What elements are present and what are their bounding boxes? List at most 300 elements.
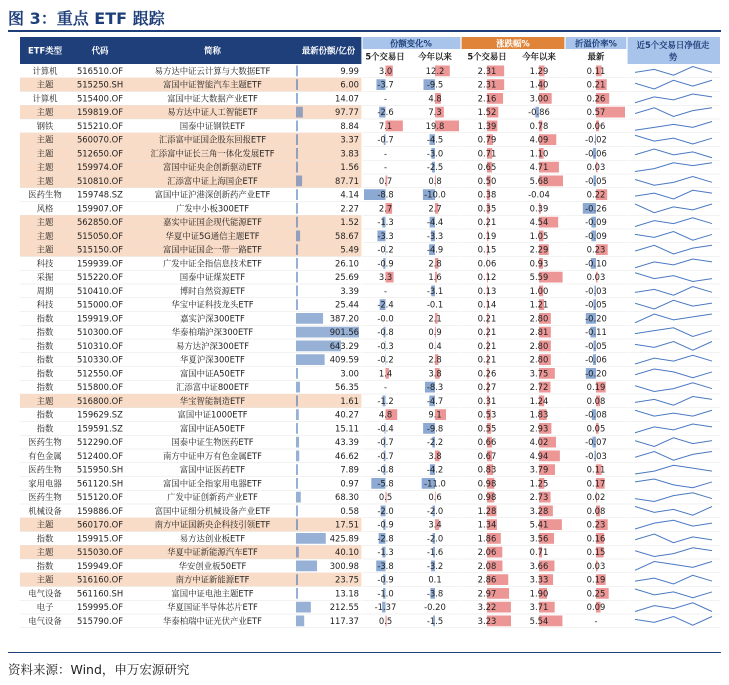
cell-return-ytd: 0.93 xyxy=(529,258,549,269)
cell-type: 医药生物 xyxy=(28,437,62,448)
cell-return-5d: 0.21 xyxy=(477,313,497,324)
cell-name: 华安创业板50ETF xyxy=(178,560,247,571)
trend-sparkline xyxy=(635,410,712,416)
cell-name: 富国中证细分机械设备产业ETF xyxy=(154,505,271,516)
cell-code: 159748.SZ xyxy=(77,189,123,200)
cell-code: 510330.OF xyxy=(76,354,124,365)
cell-share-change-5d: -1.2 xyxy=(377,395,394,406)
cell-share-change-5d: - xyxy=(383,285,388,296)
cell-type: 主题 xyxy=(36,107,54,118)
cell-type: 指数 xyxy=(36,313,54,324)
shares-bar xyxy=(296,396,298,407)
cell-code: 512550.OF xyxy=(76,368,124,379)
cell-share-change-ytd: -3.2 xyxy=(426,560,444,571)
cell-return-5d: 2.31 xyxy=(477,79,497,90)
cell-share-change-5d: -0.2 xyxy=(377,354,394,365)
cell-code: 159949.OF xyxy=(76,560,124,571)
cell-type: 指数 xyxy=(36,340,54,351)
shares-bar xyxy=(296,286,298,297)
cell-return-ytd: 2.72 xyxy=(529,382,549,393)
trend-sparkline xyxy=(635,122,712,131)
cell-type: 电气设备 xyxy=(28,615,62,626)
cell-share-change-5d: 4.8 xyxy=(378,409,393,420)
cell-code: 159939.OF xyxy=(76,258,124,269)
cell-type: 指数 xyxy=(36,423,54,434)
cell-premium: 0.11 xyxy=(586,464,606,475)
cell-return-5d: 0.66 xyxy=(477,437,497,448)
cell-type: 机械设备 xyxy=(28,505,62,516)
cell-return-5d: 0.19 xyxy=(477,230,497,241)
cell-return-ytd: 3.79 xyxy=(529,464,549,475)
cell-type: 主题 xyxy=(36,175,54,186)
cell-return-ytd: 3.00 xyxy=(529,93,549,104)
cell-share-change-ytd: -3.0 xyxy=(426,148,444,159)
cell-return-5d: 0.65 xyxy=(477,162,497,173)
cell-premium: -0.10 xyxy=(585,258,607,269)
cell-name: 广发中证创新药产业ETF xyxy=(167,492,258,503)
cell-share-change-ytd: -4.5 xyxy=(426,134,444,145)
cell-shares: 25.44 xyxy=(335,299,359,310)
cell-return-5d: 0.27 xyxy=(477,382,497,393)
cell-return-5d: 0.21 xyxy=(477,327,497,338)
cell-premium: 0.25 xyxy=(586,588,606,599)
cell-return-5d: 0.50 xyxy=(477,175,497,186)
trend-sparkline xyxy=(635,135,712,144)
cell-return-5d: 2.16 xyxy=(477,93,497,104)
cell-premium: -0.03 xyxy=(585,285,607,296)
cell-share-change-5d: -0.9 xyxy=(377,519,394,530)
cell-shares: 425.89 xyxy=(329,533,359,544)
cell-premium: 0.08 xyxy=(586,505,606,516)
cell-premium: -0.09 xyxy=(585,230,607,241)
cell-name: 华泰柏瑞沪深300ETF xyxy=(171,327,254,338)
cell-type: 主题 xyxy=(36,395,54,406)
cell-return-ytd: -0.04 xyxy=(528,189,550,200)
cell-code: 159995.OF xyxy=(76,602,124,613)
cell-return-5d: 0.21 xyxy=(477,217,497,228)
cell-return-ytd: 5.41 xyxy=(529,519,549,530)
shares-bar xyxy=(296,382,300,393)
trend-sparkline xyxy=(635,493,712,502)
cell-name: 华泰柏瑞中证光伏产业ETF xyxy=(163,615,262,626)
cell-premium: 0.03 xyxy=(586,272,606,283)
source-note: 资料来源：Wind，申万宏源研究 xyxy=(8,662,190,677)
cell-return-ytd: 0.71 xyxy=(529,547,549,558)
trend-sparkline xyxy=(635,342,712,351)
cell-shares: 387.20 xyxy=(329,313,359,324)
cell-code: 561120.SH xyxy=(76,478,124,489)
cell-share-change-5d: -0.8 xyxy=(377,327,394,338)
header-trend-line1: 近5个交易日净值走 xyxy=(636,40,710,50)
header-share-change: 份额变化% xyxy=(390,38,432,49)
cell-premium: 0.08 xyxy=(586,395,606,406)
cell-return-5d: 0.53 xyxy=(477,409,497,420)
cell-premium: -0.05 xyxy=(585,299,607,310)
cell-share-change-5d: - xyxy=(383,382,388,393)
cell-name: 嘉实中证国企现代能源ETF xyxy=(163,217,262,228)
cell-premium: -0.02 xyxy=(585,134,607,145)
cell-return-5d: 0.15 xyxy=(477,244,497,255)
cell-share-change-5d: -2.8 xyxy=(377,533,394,544)
cell-return-5d: 1.34 xyxy=(477,519,497,530)
cell-premium: 0.03 xyxy=(586,560,606,571)
cell-share-change-5d: - xyxy=(383,148,388,159)
shares-bar xyxy=(296,79,298,90)
cell-return-ytd: 1.10 xyxy=(529,148,549,159)
cell-shares: 3.83 xyxy=(340,148,359,159)
cell-type: 风格 xyxy=(36,203,54,214)
cell-code: 159819.OF xyxy=(76,107,124,118)
cell-share-change-5d: -8.8 xyxy=(377,189,394,200)
cell-return-ytd: 2.81 xyxy=(529,327,549,338)
cell-share-change-ytd: 3.8 xyxy=(428,368,442,379)
cell-share-change-5d: 1.4 xyxy=(378,368,393,379)
trend-sparkline xyxy=(635,520,712,529)
cell-code: 515790.OF xyxy=(76,615,124,626)
cell-share-change-5d: -1.37 xyxy=(374,602,397,613)
cell-share-change-ytd: -3.3 xyxy=(426,230,444,241)
cell-premium: -0.03 xyxy=(585,450,607,461)
cell-share-change-5d: 7.1 xyxy=(378,120,393,131)
cell-share-change-ytd: 0.9 xyxy=(428,327,442,338)
cell-premium: 0.57 xyxy=(586,107,606,118)
header-shares: 最新份额/亿份 xyxy=(301,45,356,56)
cell-name: 富国中证1000ETF xyxy=(177,409,248,420)
cell-code: 159915.OF xyxy=(76,533,124,544)
cell-name: 富国中证全指家用电器ETF xyxy=(163,478,262,489)
cell-code: 159974.OF xyxy=(76,162,124,173)
cell-code: 512400.OF xyxy=(76,450,124,461)
cell-shares: 58.67 xyxy=(335,230,359,241)
cell-code: 510300.OF xyxy=(76,327,124,338)
cell-shares: 56.35 xyxy=(335,382,359,393)
cell-type: 主题 xyxy=(36,162,54,173)
cell-return-5d: 0.14 xyxy=(477,299,497,310)
trend-sparkline xyxy=(635,452,712,461)
cell-return-5d: 0.21 xyxy=(477,354,497,365)
cell-name: 富国中证智能汽车主题ETF xyxy=(163,79,262,90)
cell-shares: 40.10 xyxy=(335,547,359,558)
shares-bar xyxy=(296,162,298,173)
cell-type: 计算机 xyxy=(32,65,58,76)
shares-bar xyxy=(296,368,298,379)
cell-premium: 0.05 xyxy=(586,423,606,434)
cell-shares: 46.62 xyxy=(335,450,359,461)
cell-return-5d: 0.38 xyxy=(477,189,497,200)
trend-sparkline xyxy=(635,314,712,323)
cell-type: 主题 xyxy=(36,244,54,255)
cell-return-ytd: 4.94 xyxy=(529,450,549,461)
cell-code: 515050.OF xyxy=(76,230,124,241)
cell-share-change-5d: 0.5 xyxy=(378,615,393,626)
shares-bar xyxy=(296,134,298,145)
cell-shares: 3.39 xyxy=(340,285,359,296)
cell-shares: 6.00 xyxy=(340,79,359,90)
cell-share-change-ytd: -1.6 xyxy=(426,547,444,558)
cell-return-5d: 1.28 xyxy=(477,505,497,516)
trend-sparkline xyxy=(635,94,712,103)
cell-type: 计算机 xyxy=(32,93,58,104)
cell-return-ytd: 1.05 xyxy=(529,230,549,241)
shares-bar xyxy=(296,148,298,159)
cell-return-ytd: 0.39 xyxy=(529,203,549,214)
cell-name: 富国中证大数据产业ETF xyxy=(167,93,258,104)
cell-name: 南方中证国新央企科技引领ETF xyxy=(154,519,271,530)
cell-name: 易方达沪深300ETF xyxy=(175,340,250,351)
cell-name: 华夏中证新能源汽车ETF xyxy=(167,547,258,558)
cell-return-5d: 0.13 xyxy=(477,285,497,296)
trend-sparkline xyxy=(635,617,712,626)
cell-shares: 117.37 xyxy=(329,615,359,626)
cell-type: 主题 xyxy=(36,217,54,228)
cell-type: 周期 xyxy=(36,285,54,296)
cell-code: 159886.OF xyxy=(76,505,124,516)
cell-return-5d: 0.55 xyxy=(477,423,497,434)
cell-name: 华夏国证半导体芯片ETF xyxy=(167,602,258,613)
trend-sparkline xyxy=(635,80,712,89)
shares-bar xyxy=(296,217,298,228)
cell-return-5d: 0.98 xyxy=(477,478,497,489)
cell-code: 159907.OF xyxy=(76,203,124,214)
cell-code: 510810.OF xyxy=(76,175,124,186)
shares-bar xyxy=(296,602,311,613)
cell-return-ytd: 4.54 xyxy=(529,217,549,228)
cell-share-change-5d: - xyxy=(383,93,388,104)
cell-return-5d: 0.79 xyxy=(477,134,497,145)
cell-share-change-5d: - xyxy=(383,162,388,173)
cell-name: 富国中证央企创新驱动ETF xyxy=(163,162,262,173)
cell-shares: 4.14 xyxy=(340,189,359,200)
cell-return-ytd: 3.56 xyxy=(529,533,549,544)
cell-type: 采掘 xyxy=(36,272,54,283)
cell-share-change-ytd: -9.5 xyxy=(426,79,444,90)
cell-name: 博时自然资源ETF xyxy=(179,285,246,296)
cell-type: 主题 xyxy=(36,547,54,558)
cell-return-ytd: 1.40 xyxy=(529,79,549,90)
trend-sparkline xyxy=(635,328,712,337)
footer-rule xyxy=(8,652,721,653)
cell-return-ytd: 0.78 xyxy=(529,120,549,131)
cell-premium: 0.23 xyxy=(586,519,606,530)
cell-return-ytd: 2.93 xyxy=(529,423,549,434)
cell-share-change-ytd: -4.7 xyxy=(426,395,444,406)
cell-share-change-ytd: -3.1 xyxy=(426,285,444,296)
cell-return-ytd: -0.86 xyxy=(528,107,550,118)
header-return: 涨跌幅% xyxy=(496,38,530,49)
trend-sparkline xyxy=(635,397,712,406)
cell-share-change-ytd: -11.0 xyxy=(424,478,446,489)
trend-sparkline xyxy=(635,67,712,76)
cell-return-ytd: 1.90 xyxy=(529,588,549,599)
cell-share-change-ytd: -4.4 xyxy=(426,217,444,228)
cell-return-ytd: 5.59 xyxy=(529,272,549,283)
cell-code: 159629.SZ xyxy=(77,409,123,420)
cell-code: 515150.OF xyxy=(76,244,124,255)
cell-share-change-ytd: 7.3 xyxy=(428,107,442,118)
cell-share-change-5d: 3.0 xyxy=(378,65,393,76)
shares-bar xyxy=(296,561,317,572)
cell-premium: -0.20 xyxy=(585,313,607,324)
cell-name: 富国中证国企一带一路ETF xyxy=(163,244,262,255)
shares-bar xyxy=(296,464,298,475)
cell-share-change-ytd: 0.8 xyxy=(428,175,442,186)
cell-name: 华宝中证科技龙头ETF xyxy=(171,299,254,310)
trend-sparkline xyxy=(635,204,712,213)
cell-premium: -0.11 xyxy=(585,327,607,338)
cell-return-ytd: 1.21 xyxy=(529,299,549,310)
cell-share-change-ytd: 0.4 xyxy=(428,340,442,351)
cell-share-change-5d: -1.3 xyxy=(377,217,394,228)
shares-bar xyxy=(296,176,302,187)
trend-sparkline xyxy=(635,259,712,268)
cell-share-change-5d: -2.6 xyxy=(377,107,394,118)
cell-type: 医药生物 xyxy=(28,189,62,200)
cell-share-change-5d: -0.8 xyxy=(377,464,394,475)
cell-name: 汇添富中证800ETF xyxy=(175,382,250,393)
cell-share-change-5d: -5.8 xyxy=(377,478,394,489)
cell-premium: -0.05 xyxy=(585,175,607,186)
trend-sparkline xyxy=(635,548,712,557)
cell-share-change-5d: -0.4 xyxy=(377,423,394,434)
cell-type: 指数 xyxy=(36,533,54,544)
cell-return-ytd: 3.33 xyxy=(529,574,549,585)
cell-share-change-5d: -3.8 xyxy=(377,560,394,571)
shares-bar xyxy=(296,66,298,77)
cell-type: 医药生物 xyxy=(28,464,62,475)
cell-premium: 0.19 xyxy=(586,382,606,393)
trend-sparkline xyxy=(635,232,712,241)
trend-sparkline xyxy=(635,163,712,172)
shares-bar xyxy=(296,272,298,283)
cell-code: 516510.OF xyxy=(76,65,124,76)
header-return-5d: 5个交易日 xyxy=(467,51,507,62)
cell-shares: 26.10 xyxy=(335,258,359,269)
cell-share-change-5d: -0.7 xyxy=(377,450,394,461)
shares-bar xyxy=(296,533,326,544)
cell-name: 南方中证新能源ETF xyxy=(175,574,250,585)
cell-shares: 3.37 xyxy=(340,134,359,145)
cell-return-5d: 1.52 xyxy=(477,107,497,118)
cell-premium: -0.20 xyxy=(585,368,607,379)
cell-return-5d: 2.08 xyxy=(477,560,497,571)
cell-premium: -0.05 xyxy=(585,340,607,351)
cell-type: 主题 xyxy=(36,230,54,241)
cell-type: 主题 xyxy=(36,134,54,145)
cell-shares: 901.56 xyxy=(329,327,359,338)
cell-share-change-ytd: -0.20 xyxy=(424,602,446,613)
cell-share-change-5d: 0.7 xyxy=(378,175,393,186)
cell-return-ytd: 1.29 xyxy=(529,65,549,76)
cell-shares: 3.00 xyxy=(340,368,359,379)
cell-type: 科技 xyxy=(36,299,54,310)
cell-return-ytd: 4.09 xyxy=(529,134,549,145)
cell-shares: 1.56 xyxy=(340,162,359,173)
cell-return-ytd: 3.66 xyxy=(529,560,549,571)
cell-code: 560170.OF xyxy=(76,519,124,530)
cell-name: 富国中证A50ETF xyxy=(179,368,246,379)
cell-code: 562850.OF xyxy=(76,217,124,228)
cell-name: 易方达创业板ETF xyxy=(179,533,246,544)
cell-shares: 17.51 xyxy=(335,519,359,530)
cell-return-ytd: 2.73 xyxy=(529,492,549,503)
cell-share-change-ytd: 2.8 xyxy=(428,258,442,269)
cell-return-5d: 0.71 xyxy=(477,148,497,159)
cell-type: 指数 xyxy=(36,368,54,379)
page-title: 图 3：重点 ETF 跟踪 xyxy=(8,9,165,28)
cell-share-change-5d: -0.9 xyxy=(377,574,394,585)
cell-shares: 0.58 xyxy=(340,505,359,516)
cell-return-ytd: 4.02 xyxy=(529,437,549,448)
cell-shares: 5.49 xyxy=(340,244,359,255)
trend-sparkline xyxy=(635,465,712,474)
cell-name: 华夏沪深300ETF xyxy=(180,354,245,365)
trend-sparkline xyxy=(635,479,712,488)
cell-name: 国泰中证煤炭ETF xyxy=(179,272,246,283)
cell-code: 159591.SZ xyxy=(77,423,123,434)
cell-code: 515950.SH xyxy=(76,464,124,475)
cell-name: 易方达中证云计算与大数据ETF xyxy=(154,65,271,76)
cell-code: 515210.OF xyxy=(76,120,124,131)
cell-return-5d: 0.12 xyxy=(477,272,497,283)
header-code: 代码 xyxy=(91,45,109,56)
title-rule xyxy=(8,30,721,32)
trend-sparkline xyxy=(635,575,712,584)
cell-shares: 25.69 xyxy=(335,272,359,283)
cell-share-change-ytd: -2.0 xyxy=(426,505,444,516)
cell-share-change-ytd: 12.2 xyxy=(425,65,445,76)
cell-share-change-5d: 2.7 xyxy=(378,203,393,214)
cell-premium: 0.09 xyxy=(586,602,606,613)
cell-shares: 97.77 xyxy=(335,107,359,118)
cell-return-5d: 0.83 xyxy=(477,464,497,475)
cell-shares: 15.11 xyxy=(335,423,359,434)
header-trend-line2: 势 xyxy=(668,52,678,62)
cell-name: 华夏中证5G通信主题ETF xyxy=(165,230,260,241)
header-type: ETF类型 xyxy=(28,45,62,56)
trend-sparkline xyxy=(635,603,712,612)
shares-bar xyxy=(296,574,298,585)
trend-sparkline xyxy=(635,383,712,392)
cell-share-change-ytd: -10.0 xyxy=(424,189,446,200)
trend-sparkline xyxy=(635,589,712,598)
trend-sparkline xyxy=(635,534,712,543)
shares-bar xyxy=(296,506,298,517)
cell-name: 富国中证A50ETF xyxy=(179,423,246,434)
header-premium: 折溢价率% xyxy=(575,38,617,49)
cell-return-ytd: 4.71 xyxy=(529,162,549,173)
trend-sparkline xyxy=(635,562,712,571)
cell-share-change-5d: -2.4 xyxy=(377,299,394,310)
cell-code: 560070.OF xyxy=(76,134,124,145)
cell-code: 516160.OF xyxy=(76,574,124,585)
cell-return-5d: 0.98 xyxy=(477,492,497,503)
cell-type: 指数 xyxy=(36,354,54,365)
cell-type: 指数 xyxy=(36,560,54,571)
cell-shares: 643.29 xyxy=(329,340,359,351)
shares-bar xyxy=(296,451,299,462)
cell-premium: 0.06 xyxy=(586,120,606,131)
cell-code: 515000.OF xyxy=(76,299,124,310)
cell-name: 国泰中证钢铁ETF xyxy=(179,120,246,131)
cell-name: 南方中证申万有色金属ETF xyxy=(163,450,262,461)
cell-share-change-5d: -1.3 xyxy=(377,547,394,558)
cell-share-change-5d: 0.5 xyxy=(378,492,393,503)
trend-sparkline xyxy=(635,424,712,433)
header-share-ytd: 今年以来 xyxy=(418,51,452,62)
cell-premium: -0.26 xyxy=(585,203,607,214)
cell-premium: 0.17 xyxy=(586,478,606,489)
cell-shares: 8.84 xyxy=(340,120,359,131)
